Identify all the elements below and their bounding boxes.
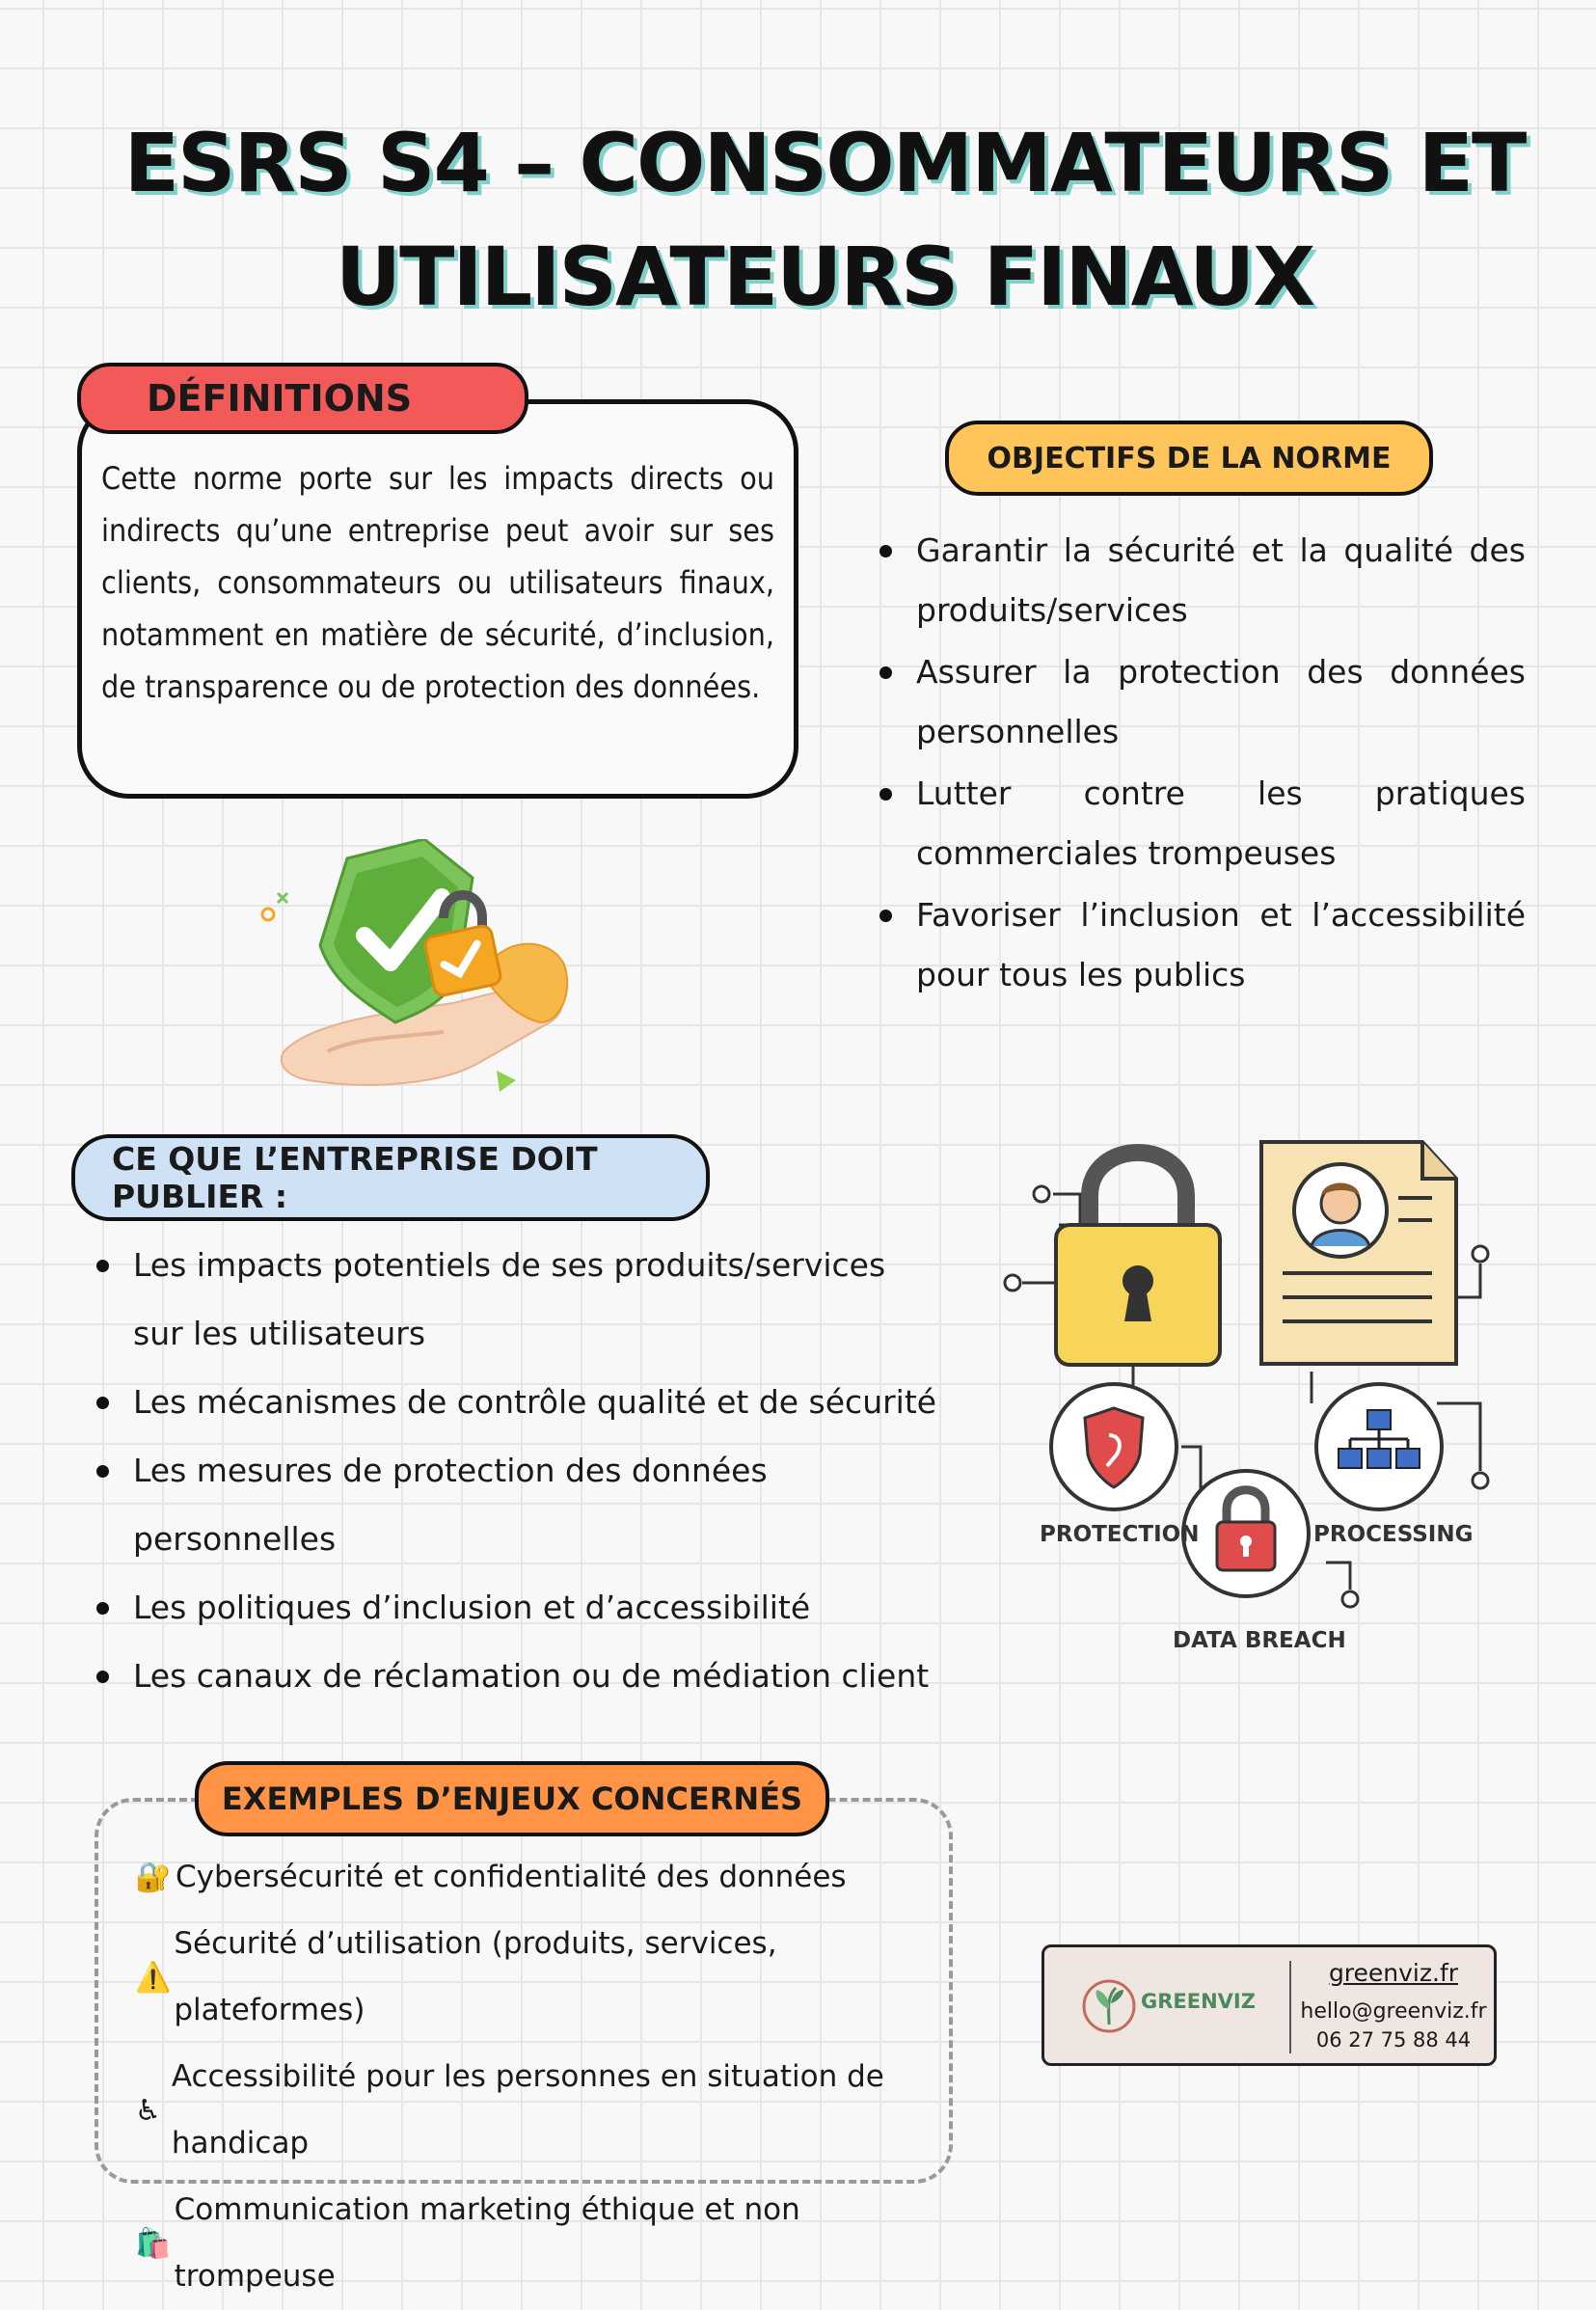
list-item: Les politiques d’inclusion et d’accessibilité (96, 1573, 945, 1642)
padlock-icon (1056, 1153, 1220, 1365)
publish-label: CE QUE L’ENTREPRISE DOIT PUBLIER : (71, 1134, 710, 1221)
page-title (116, 106, 1533, 334)
list-item: Favoriser l’inclusion et l’accessibilité pour tous les publics (879, 885, 1526, 1005)
definitions-box (77, 399, 798, 799)
divider (1289, 1961, 1291, 2053)
example-text: Sécurité d’utilisation (produits, services, plateformes) (174, 1926, 777, 2027)
data-breach-lock-icon (1183, 1471, 1309, 1596)
contact-card (1041, 1944, 1497, 2066)
examples-list (135, 1844, 945, 2310)
list-item (135, 2177, 945, 2310)
wheelchair-icon: ♿ (135, 2093, 161, 2128)
list-item (135, 2044, 945, 2177)
data-protection-diagram (993, 1128, 1533, 1669)
website-link[interactable]: greenviz.fr (1328, 1959, 1459, 1987)
list-item (135, 1911, 945, 2044)
lock-key-icon: 🔐 (135, 1861, 172, 1894)
example-text: Cybersécurité et confidentialité des données (176, 1860, 847, 1894)
processing-label: PROCESSING (1313, 1522, 1474, 1547)
publish-list (96, 1231, 945, 1710)
definitions-label: DÉFINITIONS (77, 363, 528, 434)
list-item (135, 1844, 945, 1911)
title-line-1: ESRS S4 – CONSOMMATEURS ET (123, 116, 1526, 210)
list-item: Lutter contre les pratiques commerciales trompeuses (879, 764, 1526, 883)
protection-label: PROTECTION (1040, 1522, 1200, 1547)
email-text[interactable]: hello@greenviz.fr (1300, 1999, 1487, 2024)
list-item: Les canaux de réclamation ou de médiation client (96, 1642, 945, 1710)
data-breach-label: DATA BREACH (1173, 1628, 1346, 1653)
definitions-text: Cette norme porte sur les impacts directs ou indirects qu’une entreprise peut avoir sur ses clients, consommateurs ou utilisateurs finaux, notamment en matière de sécurité, d’inclusion, de transparence ou de protection des données. (101, 460, 774, 705)
brand-name: GREENVIZ (1141, 1990, 1256, 2013)
phone-text: 06 27 75 88 44 (1315, 2028, 1472, 2052)
example-text: Accessibilité pour les personnes en situation de handicap (171, 2059, 884, 2161)
list-item: Les mesures de protection des données personnelles (96, 1436, 945, 1573)
document-profile-icon (1261, 1142, 1456, 1364)
processing-network-icon (1316, 1384, 1442, 1509)
warning-icon: ⚠️ (135, 1960, 172, 1995)
list-item: Assurer la protection des données personnelles (879, 642, 1526, 762)
example-text: Communication marketing éthique et non trompeuse (174, 2192, 800, 2294)
shopping-bags-icon: 🛍️ (135, 2226, 172, 2261)
examples-label: EXEMPLES D’ENJEUX CONCERNÉS (195, 1761, 829, 1836)
list-item: Les mécanismes de contrôle qualité et de sécurité (96, 1368, 945, 1436)
greenviz-logo-icon (1079, 1976, 1139, 2036)
protection-shield-icon (1051, 1384, 1177, 1509)
objectives-list (879, 521, 1526, 1007)
shield-hand-illustration (251, 839, 579, 1100)
title-line-2: UTILISATEURS FINAUX (335, 230, 1314, 324)
list-item: Garantir la sécurité et la qualité des produits/services (879, 521, 1526, 640)
list-item: Les impacts potentiels de ses produits/services sur les utilisateurs (96, 1231, 945, 1368)
objectives-label: OBJECTIFS DE LA NORME (945, 421, 1433, 496)
